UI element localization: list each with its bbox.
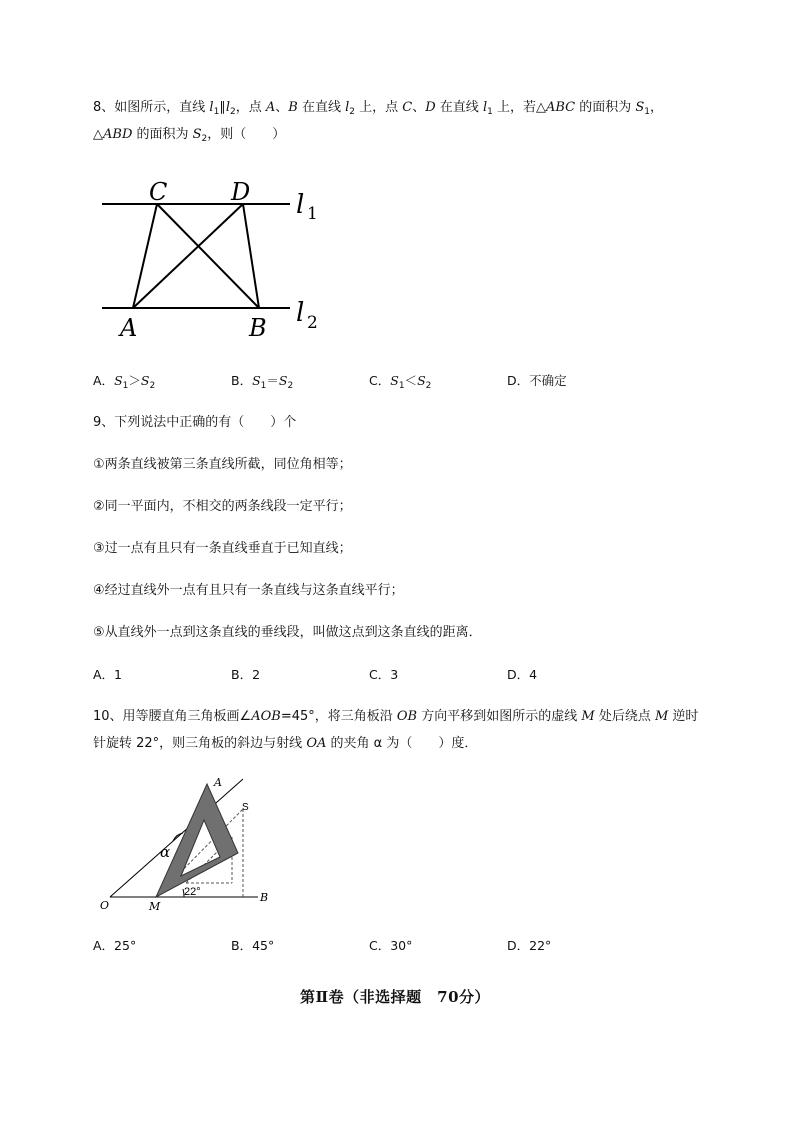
q10-option-c[interactable]: C．30° [369, 938, 413, 953]
q10-option-b[interactable]: B．45° [231, 938, 275, 953]
label-s: S [242, 802, 249, 813]
q9-option-b[interactable]: B．2 [231, 667, 261, 682]
label-b: B [249, 314, 267, 342]
label-l1: l [296, 190, 305, 220]
q9-item-5: ⑤从直线外一点到这条直线的垂线段，叫做这点到这条直线的距离． [93, 625, 482, 640]
q8-option-a[interactable]: A．$S_1>S_2$ [93, 373, 156, 391]
q9-option-a[interactable]: A．1 [93, 667, 123, 682]
q9-item-4: ④经过直线外一点有且只有一条直线与这条直线平行； [93, 583, 404, 598]
label-l2-sub: 2 [307, 313, 318, 333]
q8-stem-line2: △ABD 的面积为 $S_2$，则（ ） [93, 127, 286, 144]
segment-cb [157, 204, 259, 308]
q9-option-d[interactable]: D．4 [507, 667, 538, 682]
label-c: C [149, 178, 168, 206]
label-m: M [149, 900, 161, 913]
label-alpha: α [160, 843, 171, 861]
q9-item-2: ②同一平面内，不相交的两条线段一定平行； [93, 499, 352, 514]
q8-option-b[interactable]: B．$S_1=S_2$ [231, 373, 294, 391]
segment-ca [133, 204, 157, 308]
rotated-triangle [156, 784, 238, 897]
q10-option-a[interactable]: A．25° [93, 938, 137, 953]
section-title: 第Ⅱ卷（非选择题 70分） [300, 988, 491, 1006]
label-a: A [120, 314, 138, 342]
q10-figure [95, 775, 285, 915]
segment-da [133, 204, 243, 308]
label-o: O [100, 899, 110, 912]
segment-db [243, 204, 259, 308]
q10-stem-line2: 针旋转 22°，则三角板的斜边与射线 OA 的夹角 α 为（ ）度． [93, 736, 478, 751]
q8-figure [95, 175, 355, 345]
label-22-degrees: 22° [184, 886, 201, 898]
q9-item-1: ①两条直线被第三条直线所截，同位角相等； [93, 457, 352, 472]
label-b: B [260, 891, 269, 904]
q9-stem: 9、下列说法中正确的有（ ）个 [93, 415, 297, 430]
q8-option-d[interactable]: D．不确定 [507, 373, 567, 388]
q8-option-c[interactable]: C．$S_1<S_2$ [369, 373, 432, 391]
label-l2: l [296, 298, 305, 328]
label-l1-sub: 1 [307, 204, 318, 224]
label-d: D [231, 178, 251, 206]
label-a: A [214, 776, 222, 789]
q9-option-c[interactable]: C．3 [369, 667, 399, 682]
q9-item-3: ③过一点有且只有一条直线垂直于已知直线； [93, 541, 352, 556]
q10-option-d[interactable]: D．22° [507, 938, 552, 953]
q10-stem-line1: 10、用等腰直角三角板画∠AOB=45°，将三角板沿 OB 方向平移到如图所示的虚线 M 处后绕点 M 逆时 [93, 709, 699, 724]
q8-stem-line1: 8、如图所示，直线 $l_1\parallel l_2$，点 A、B 在直线 $l_2$ 上，点 C、D 在直线 $l_1$ 上，若△ABC 的面积为 $S_1$， [93, 100, 664, 117]
